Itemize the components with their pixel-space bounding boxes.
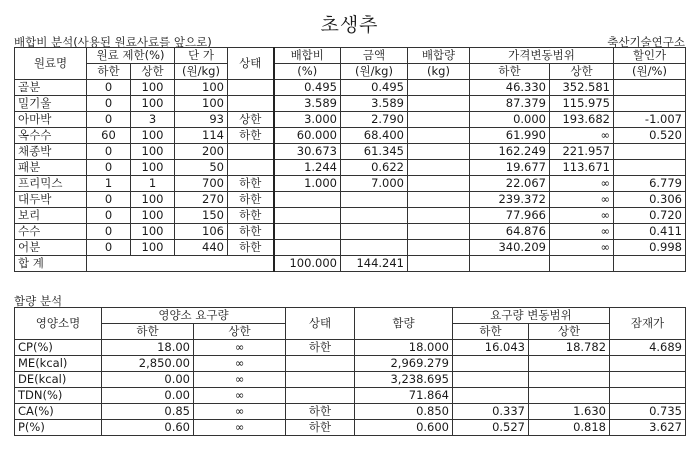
price-range-high: 221.957 xyxy=(550,144,614,160)
state xyxy=(286,372,355,388)
range-low xyxy=(453,388,529,404)
mix-quantity xyxy=(408,192,470,208)
discount-price xyxy=(614,80,686,96)
requirement-high: ∞ xyxy=(194,372,286,388)
discount-price: 0.720 xyxy=(614,208,686,224)
limit-low: 0 xyxy=(87,208,131,224)
total-empty xyxy=(550,256,614,272)
amount xyxy=(341,240,408,256)
requirement-low: 18.00 xyxy=(102,340,194,356)
requirement-high: ∞ xyxy=(194,420,286,436)
limit-low: 0 xyxy=(87,112,131,128)
header-range-high: 상한 xyxy=(529,324,610,340)
range-low: 0.527 xyxy=(453,420,529,436)
discount-price: 0.998 xyxy=(614,240,686,256)
price-range-low: 340.209 xyxy=(470,240,550,256)
price-range-low: 19.677 xyxy=(470,160,550,176)
mix-quantity xyxy=(408,144,470,160)
price-range-high: 193.682 xyxy=(550,112,614,128)
amount xyxy=(341,224,408,240)
limit-high: 100 xyxy=(131,192,175,208)
nutrient-name: P(%) xyxy=(15,420,102,436)
mix-ratio: 3.589 xyxy=(274,96,341,112)
discount-price xyxy=(614,160,686,176)
unit-price: 150 xyxy=(175,208,228,224)
state: 상한 xyxy=(228,112,274,128)
requirement-high: ∞ xyxy=(194,404,286,420)
header-range-low: 하한 xyxy=(470,64,550,80)
header-nutrient: 영양소명 xyxy=(15,308,102,340)
table-row xyxy=(15,192,686,208)
ingredient-name: 프리믹스 xyxy=(15,176,87,192)
table-row xyxy=(15,240,686,256)
limit-high: 100 xyxy=(131,240,175,256)
header-range-high: 상한 xyxy=(550,64,614,80)
page-title: 초생추 xyxy=(320,14,379,36)
mix-ratio: 30.673 xyxy=(274,144,341,160)
discount-price: 6.779 xyxy=(614,176,686,192)
header-req-high: 상한 xyxy=(194,324,286,340)
price-range-high: ∞ xyxy=(550,176,614,192)
mix-ratio xyxy=(274,224,341,240)
price-range-low: 77.966 xyxy=(470,208,550,224)
limit-low: 0 xyxy=(87,96,131,112)
table-row xyxy=(15,340,686,356)
header-content: 함량 xyxy=(355,308,453,340)
state: 하한 xyxy=(286,420,355,436)
requirement-low: 0.00 xyxy=(102,388,194,404)
state: 하한 xyxy=(228,192,274,208)
range-low xyxy=(453,372,529,388)
price-range-high: ∞ xyxy=(550,240,614,256)
amount xyxy=(341,192,408,208)
price-range-high: 113.671 xyxy=(550,160,614,176)
mix-quantity xyxy=(408,160,470,176)
range-high xyxy=(529,372,610,388)
limit-high: 100 xyxy=(131,96,175,112)
mix-quantity xyxy=(408,240,470,256)
amount: 68.400 xyxy=(341,128,408,144)
limit-low: 0 xyxy=(87,192,131,208)
requirement-low: 0.00 xyxy=(102,372,194,388)
table-row xyxy=(15,80,686,96)
limit-high: 100 xyxy=(131,160,175,176)
header-discount: 할인가 xyxy=(614,48,686,64)
total-amount: 144.241 xyxy=(341,256,408,272)
total-ratio: 100.000 xyxy=(274,256,341,272)
ingredient-name: 대두박 xyxy=(15,192,87,208)
discount-price: -1.007 xyxy=(614,112,686,128)
price-range-low: 162.249 xyxy=(470,144,550,160)
price-range-high: ∞ xyxy=(550,128,614,144)
range-high xyxy=(529,388,610,404)
discount-price xyxy=(614,144,686,160)
unit-price: 700 xyxy=(175,176,228,192)
content: 2,969.279 xyxy=(355,356,453,372)
state: 하한 xyxy=(228,208,274,224)
ingredient-name: 수수 xyxy=(15,224,87,240)
table-row xyxy=(15,144,686,160)
table-row xyxy=(15,388,686,404)
price-range-high: ∞ xyxy=(550,192,614,208)
state: 하한 xyxy=(228,240,274,256)
ingredient-name: 아마박 xyxy=(15,112,87,128)
amount: 2.790 xyxy=(341,112,408,128)
requirement-high: ∞ xyxy=(194,388,286,404)
range-high xyxy=(529,356,610,372)
header-price-range: 가격변동범위 xyxy=(470,48,614,64)
range-high: 1.630 xyxy=(529,404,610,420)
limit-high: 100 xyxy=(131,144,175,160)
header-limit-high: 상한 xyxy=(131,64,175,80)
content: 0.600 xyxy=(355,420,453,436)
content: 0.850 xyxy=(355,404,453,420)
header-limit-low: 하한 xyxy=(87,64,131,80)
state xyxy=(228,144,274,160)
mix-quantity xyxy=(408,208,470,224)
price-range-low: 61.990 xyxy=(470,128,550,144)
nutrient-name: DE(kcal) xyxy=(15,372,102,388)
price-range-low: 239.372 xyxy=(470,192,550,208)
shadow-price xyxy=(610,356,686,372)
amount: 61.345 xyxy=(341,144,408,160)
mix-quantity xyxy=(408,80,470,96)
header-limit: 원료 제한(%) xyxy=(87,48,175,64)
ingredient-name: 채종박 xyxy=(15,144,87,160)
formula-table xyxy=(14,47,686,272)
header-discount-unit: (원/%) xyxy=(614,64,686,80)
requirement-low: 0.60 xyxy=(102,420,194,436)
header-requirement: 영양소 요구량 xyxy=(102,308,286,324)
shadow-price: 4.689 xyxy=(610,340,686,356)
header-shadow-price: 잠재가 xyxy=(610,308,686,340)
nutrient-name: CP(%) xyxy=(15,340,102,356)
discount-price: 0.411 xyxy=(614,224,686,240)
discount-price: 0.520 xyxy=(614,128,686,144)
state xyxy=(286,356,355,372)
header-amount: 금액 xyxy=(341,48,408,64)
table-row xyxy=(15,208,686,224)
amount xyxy=(341,208,408,224)
limit-high: 3 xyxy=(131,112,175,128)
unit-price: 106 xyxy=(175,224,228,240)
limit-high: 100 xyxy=(131,80,175,96)
requirement-low: 0.85 xyxy=(102,404,194,420)
price-range-low: 22.067 xyxy=(470,176,550,192)
section-title-nutrient: 함량 분석 xyxy=(14,294,63,308)
header-requirement-range: 요구량 변동범위 xyxy=(453,308,610,324)
mix-quantity xyxy=(408,96,470,112)
limit-low: 0 xyxy=(87,224,131,240)
table-row xyxy=(15,128,686,144)
limit-high: 100 xyxy=(131,128,175,144)
limit-high: 1 xyxy=(131,176,175,192)
requirement-high: ∞ xyxy=(194,340,286,356)
header-price-unit: (원/kg) xyxy=(175,64,228,80)
requirement-low: 2,850.00 xyxy=(102,356,194,372)
header-price: 단 가 xyxy=(175,48,228,64)
range-low xyxy=(453,356,529,372)
price-range-low: 0.000 xyxy=(470,112,550,128)
mix-quantity xyxy=(408,112,470,128)
ingredient-name: 골분 xyxy=(15,80,87,96)
organization-label: 축산기술연구소 xyxy=(607,35,685,49)
mix-quantity xyxy=(408,128,470,144)
table-row xyxy=(15,176,686,192)
header-ratio-unit: (%) xyxy=(274,64,341,80)
mix-quantity xyxy=(408,224,470,240)
nutrient-table xyxy=(14,307,686,436)
ingredient-name: 어분 xyxy=(15,240,87,256)
unit-price: 200 xyxy=(175,144,228,160)
unit-price: 100 xyxy=(175,80,228,96)
mix-quantity xyxy=(408,176,470,192)
header-ratio: 배합비 xyxy=(274,48,341,64)
amount: 3.589 xyxy=(341,96,408,112)
table-row xyxy=(15,420,686,436)
limit-low: 0 xyxy=(87,160,131,176)
state xyxy=(228,160,274,176)
range-low: 0.337 xyxy=(453,404,529,420)
state: 하한 xyxy=(228,176,274,192)
unit-price: 270 xyxy=(175,192,228,208)
unit-price: 440 xyxy=(175,240,228,256)
section-title-formula: 배합비 분석(사용된 원료사료를 앞으로) xyxy=(14,35,212,49)
requirement-high: ∞ xyxy=(194,356,286,372)
limit-low: 0 xyxy=(87,144,131,160)
price-range-high: ∞ xyxy=(550,208,614,224)
total-spacer xyxy=(87,256,274,272)
mix-ratio: 3.000 xyxy=(274,112,341,128)
unit-price: 114 xyxy=(175,128,228,144)
mix-ratio xyxy=(274,192,341,208)
shadow-price xyxy=(610,388,686,404)
mix-ratio: 1.244 xyxy=(274,160,341,176)
limit-low: 0 xyxy=(87,240,131,256)
price-range-high: 115.975 xyxy=(550,96,614,112)
total-empty xyxy=(408,256,470,272)
header-req-low: 하한 xyxy=(102,324,194,340)
discount-price: 0.306 xyxy=(614,192,686,208)
state xyxy=(286,388,355,404)
header-range-low: 하한 xyxy=(453,324,529,340)
mix-ratio xyxy=(274,240,341,256)
total-empty xyxy=(614,256,686,272)
price-range-high: 352.581 xyxy=(550,80,614,96)
limit-low: 60 xyxy=(87,128,131,144)
unit-price: 93 xyxy=(175,112,228,128)
limit-low: 0 xyxy=(87,80,131,96)
limit-low: 1 xyxy=(87,176,131,192)
mix-ratio: 60.000 xyxy=(274,128,341,144)
shadow-price: 0.735 xyxy=(610,404,686,420)
amount: 7.000 xyxy=(341,176,408,192)
ingredient-name: 보리 xyxy=(15,208,87,224)
total-label: 합 계 xyxy=(15,256,87,272)
amount: 0.495 xyxy=(341,80,408,96)
limit-high: 100 xyxy=(131,208,175,224)
price-range-high: ∞ xyxy=(550,224,614,240)
header-quantity-unit: (kg) xyxy=(408,64,470,80)
nutrient-name: CA(%) xyxy=(15,404,102,420)
range-high: 18.782 xyxy=(529,340,610,356)
amount: 0.622 xyxy=(341,160,408,176)
limit-high: 100 xyxy=(131,224,175,240)
content: 3,238.695 xyxy=(355,372,453,388)
price-range-low: 46.330 xyxy=(470,80,550,96)
table-row xyxy=(15,224,686,240)
mix-ratio: 0.495 xyxy=(274,80,341,96)
state xyxy=(228,96,274,112)
table-row xyxy=(15,112,686,128)
unit-price: 50 xyxy=(175,160,228,176)
discount-price xyxy=(614,96,686,112)
range-high: 0.818 xyxy=(529,420,610,436)
ingredient-name: 옥수수 xyxy=(15,128,87,144)
state xyxy=(228,80,274,96)
header-ingredient: 원료명 xyxy=(15,48,87,80)
header-amount-unit: (원/kg) xyxy=(341,64,408,80)
range-low: 16.043 xyxy=(453,340,529,356)
price-range-low: 87.379 xyxy=(470,96,550,112)
total-empty xyxy=(470,256,550,272)
table-row xyxy=(15,96,686,112)
state: 하한 xyxy=(228,128,274,144)
state: 하한 xyxy=(286,404,355,420)
ingredient-name: 밀기울 xyxy=(15,96,87,112)
table-row xyxy=(15,356,686,372)
nutrient-name: TDN(%) xyxy=(15,388,102,404)
table-row xyxy=(15,160,686,176)
header-quantity: 배합량 xyxy=(408,48,470,64)
header-state: 상태 xyxy=(286,308,355,340)
ingredient-name: 패분 xyxy=(15,160,87,176)
state: 하한 xyxy=(286,340,355,356)
shadow-price xyxy=(610,372,686,388)
price-range-low: 64.876 xyxy=(470,224,550,240)
mix-ratio: 1.000 xyxy=(274,176,341,192)
table-row xyxy=(15,372,686,388)
content: 71.864 xyxy=(355,388,453,404)
state: 하한 xyxy=(228,224,274,240)
mix-ratio xyxy=(274,208,341,224)
unit-price: 100 xyxy=(175,96,228,112)
shadow-price: 3.627 xyxy=(610,420,686,436)
nutrient-name: ME(kcal) xyxy=(15,356,102,372)
header-state: 상태 xyxy=(228,48,274,80)
table-row xyxy=(15,404,686,420)
content: 18.000 xyxy=(355,340,453,356)
